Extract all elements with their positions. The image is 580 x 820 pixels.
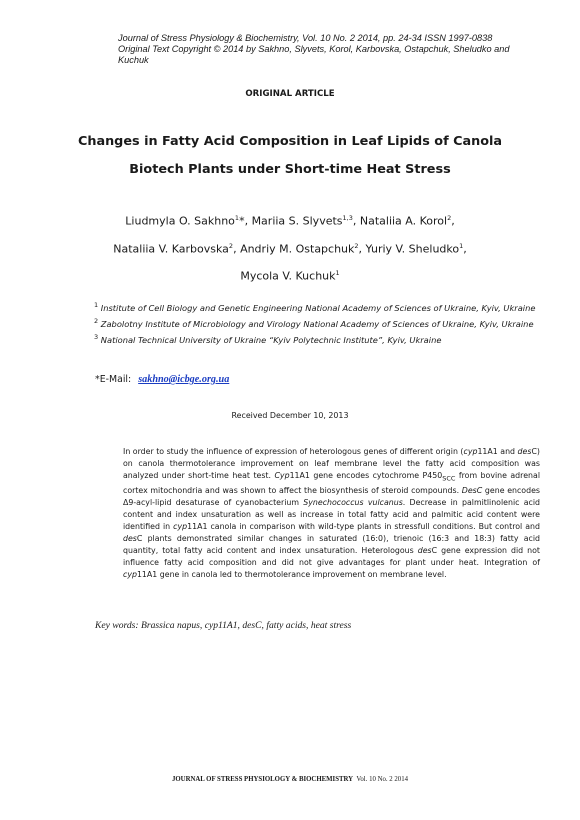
author-list bbox=[40, 206, 540, 289]
author-affiliation-ref: 1 bbox=[459, 241, 464, 250]
article-type: ORIGINAL ARTICLE bbox=[245, 89, 335, 99]
affiliation-item bbox=[94, 300, 540, 314]
author-name: Mycola V. Kuchuk bbox=[240, 269, 336, 283]
affiliation-item bbox=[94, 332, 540, 346]
affiliation-text: Zabolotny Institute of Microbiology and Virology National Academy of Sciences of Ukraine, Kyiv, Ukraine bbox=[100, 318, 534, 329]
header-citation: Journal of Stress Physiology & Biochemistry, Vol. 10 No. 2 2014, pp. 24-34 ISSN 1997-0838 bbox=[118, 33, 493, 43]
abstract-text: from bovine adrenal cortex mitochondria and was shown to affect the biosynthesis of steroid compounds. bbox=[123, 470, 540, 496]
author-name: Liudmyla O. Sakhno bbox=[125, 214, 235, 228]
title-line-2: Biotech Plants under Short-time Heat Stress bbox=[129, 162, 451, 177]
author-name: Mariia S. Slyvets bbox=[251, 214, 343, 228]
author-separator: , bbox=[352, 214, 360, 228]
gene-name: des bbox=[517, 447, 532, 456]
organism-name: Synechococcus vulcanus bbox=[303, 498, 403, 508]
abstract-text: gene encodes Δ9-acyl-lipid desaturase of cyanobacterium bbox=[123, 486, 540, 508]
gene-name: cyp bbox=[463, 447, 478, 456]
author-separator: , bbox=[463, 242, 467, 256]
abstract-text: In order to study the influence of expression of heterologous genes of different origin ( bbox=[123, 447, 464, 456]
author-separator: *, bbox=[239, 214, 252, 228]
author-affiliation-ref: 2 bbox=[354, 241, 359, 250]
abstract-text: C gene expression did not influence fatty acid composition and did not give advantages for plant under heat. Integration of bbox=[123, 545, 540, 567]
gene-name: cyp bbox=[173, 522, 188, 531]
gene-name: DesC bbox=[461, 486, 483, 496]
author-name: Yuriy V. Sheludko bbox=[365, 242, 460, 256]
abstract-text: 11A1 gene encodes cytochrome P450 bbox=[289, 470, 443, 480]
footer-volume: Vol. 10 No. 2 2014 bbox=[356, 776, 408, 783]
abstract-text: 11A1 canola in comparison with wild-type plants in stressfull conditions. But control and bbox=[187, 522, 541, 531]
author-name: Nataliia A. Korol bbox=[359, 214, 448, 228]
received-date: Received December 10, 2013 bbox=[231, 411, 349, 420]
header-copyright: Original Text Copyright © 2014 by Sakhno, Slyvets, Korol, Karbovska, Ostapchuk, Sheludko and Kuchuk bbox=[118, 44, 510, 65]
journal-header bbox=[118, 33, 538, 66]
gene-name: des bbox=[417, 545, 432, 555]
subscript: SCC bbox=[442, 474, 456, 483]
author-affiliation-ref: 2 bbox=[228, 241, 234, 250]
gene-name: Cyp bbox=[274, 470, 290, 480]
affiliation-number: 3 bbox=[94, 332, 99, 341]
title-line-1: Changes in Fatty Acid Composition in Leaf Lipids of Canola bbox=[77, 134, 503, 149]
abstract-text: C) on canola thermotolerance improvement on leaf membrane level the fatty acid composition was analyzed under short-time heat test. bbox=[123, 447, 540, 480]
email-link[interactable]: sakhno@icbge.org.ua bbox=[138, 374, 230, 385]
abstract-text: 11A1 gene in canola led to thermotolerance improvement on membrane level. bbox=[136, 569, 447, 579]
footer-journal: JOURNAL OF STRESS PHYSIOLOGY & BIOCHEMISTRY bbox=[171, 776, 354, 783]
author-line-1 bbox=[40, 206, 540, 234]
abstract-text: C plants demonstrated similar changes in saturated (16:0), trienoic (16:3 and 18:3) fatty acid quantity, total fatty acid content and index unsaturation. Heterologous bbox=[123, 533, 540, 555]
abstract-text: . Decrease in palmitlinolenic acid content and index unsaturation as well as increase in total fatty acid and palmitic acid content were identified in bbox=[123, 498, 540, 531]
author-separator: , bbox=[233, 242, 241, 256]
author-affiliation-ref: 1 bbox=[234, 214, 240, 222]
email-label: *E-Mail: bbox=[95, 374, 132, 385]
author-name: Nataliia V. Karbovska bbox=[113, 242, 229, 256]
author-affiliation-ref: 1,3 bbox=[342, 214, 353, 222]
author-affiliation-ref: 2 bbox=[447, 214, 452, 222]
affiliation-number: 1 bbox=[94, 301, 99, 309]
affiliation-text: National Technical University of Ukraine “Kyiv Polytechnic Institute”, Kyiv, Ukraine bbox=[100, 334, 442, 345]
author-affiliation-ref: 1 bbox=[335, 269, 340, 278]
abstract bbox=[123, 446, 540, 581]
author-name: Andriy M. Ostapchuk bbox=[240, 242, 355, 256]
gene-name: des bbox=[123, 533, 137, 543]
author-line-2 bbox=[40, 234, 540, 262]
keywords: Key words: Brassica napus, cyp11A1, desC, fatty acids, heat stress bbox=[95, 620, 352, 631]
author-line-3 bbox=[40, 261, 540, 289]
affiliation-number: 2 bbox=[94, 316, 99, 325]
article-title bbox=[60, 128, 520, 184]
affiliation-item bbox=[94, 316, 540, 330]
page-footer bbox=[0, 776, 580, 783]
abstract-text: 11A1 and bbox=[477, 447, 518, 456]
corresponding-email bbox=[95, 374, 229, 385]
author-separator: , bbox=[358, 242, 366, 256]
affiliation-text: Institute of Cell Biology and Genetic Engineering National Academy of Sciences of Ukraine, Kyiv, Ukraine bbox=[100, 302, 536, 313]
gene-name: cyp bbox=[123, 569, 137, 579]
affiliations bbox=[94, 300, 540, 347]
author-separator: , bbox=[451, 214, 455, 228]
